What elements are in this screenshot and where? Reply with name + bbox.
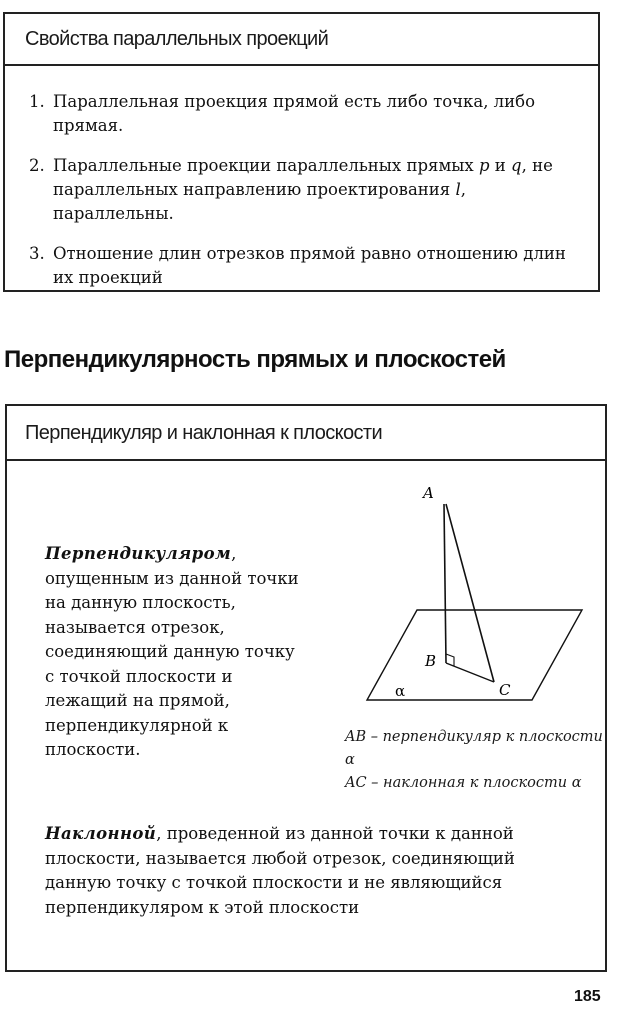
perpendicular-figure xyxy=(347,470,597,720)
perpendicular-box-title: Перпендикуляр и наклонная к плоскости xyxy=(25,422,383,444)
list-item-text: Параллельная проекция прямой есть либо точка, либо прямая. xyxy=(53,92,536,135)
variable-q: q xyxy=(511,156,522,175)
variable-l: l xyxy=(455,180,461,199)
list-item-number: 1. xyxy=(29,92,45,111)
list-item-number: 2. xyxy=(29,156,45,175)
perpendicular-box xyxy=(5,404,607,972)
definition-text: , проведенной из данной точки к данной плоскости, называется любой отрезок, соединяющий данную точку с точкой плоскости и не являющийся перпендикуляром к этой плоскости xyxy=(45,824,515,917)
label-b: B xyxy=(425,652,437,670)
term-oblique: Наклонной xyxy=(45,824,157,843)
oblique-definition xyxy=(45,822,585,920)
properties-list xyxy=(29,90,569,306)
list-item xyxy=(29,154,569,226)
figure-caption xyxy=(345,726,605,795)
label-a: A xyxy=(423,484,434,502)
text-fragment: и xyxy=(489,156,512,175)
list-item-text: Отношение длин отрезков прямой равно отношению длин их проекций xyxy=(53,244,566,287)
segment-ac xyxy=(446,504,494,682)
text-fragment: , не параллельных направлению проектирования xyxy=(53,156,553,199)
section-title: Перпендикулярность прямых и плоскостей xyxy=(4,346,506,373)
properties-box-header xyxy=(5,14,598,66)
list-item-text xyxy=(53,156,553,223)
label-alpha: α xyxy=(395,682,406,700)
segment-ab xyxy=(444,504,446,663)
list-item-number: 3. xyxy=(29,244,45,263)
perpendicular-definition xyxy=(45,542,309,763)
label-c: C xyxy=(499,681,511,699)
perpendicular-box-header xyxy=(7,406,605,461)
text-fragment: Параллельные проекции параллельных прямых xyxy=(53,156,479,175)
page-number: 185 xyxy=(574,988,601,1005)
list-item xyxy=(29,90,569,138)
properties-box xyxy=(3,12,600,292)
properties-box-title: Свойства параллельных проекций xyxy=(25,28,329,50)
caption-line-ab: AB – перпендикуляр к плоскости α xyxy=(345,729,603,768)
text-fragment: , параллельны. xyxy=(53,180,466,223)
term-perpendicular: Перпендикуляром xyxy=(45,544,232,563)
list-item xyxy=(29,242,569,290)
variable-p: p xyxy=(478,156,490,175)
caption-line-ac: AC – наклонная к плоскости α xyxy=(345,775,582,791)
definition-text: , опущенным из данной точки на данную плоскость, называется отрезок, соединяющий данную точку с точкой плоскости и лежащий на прямой, перпендикулярной к плоскости. xyxy=(45,544,299,759)
segment-bc xyxy=(446,663,494,682)
